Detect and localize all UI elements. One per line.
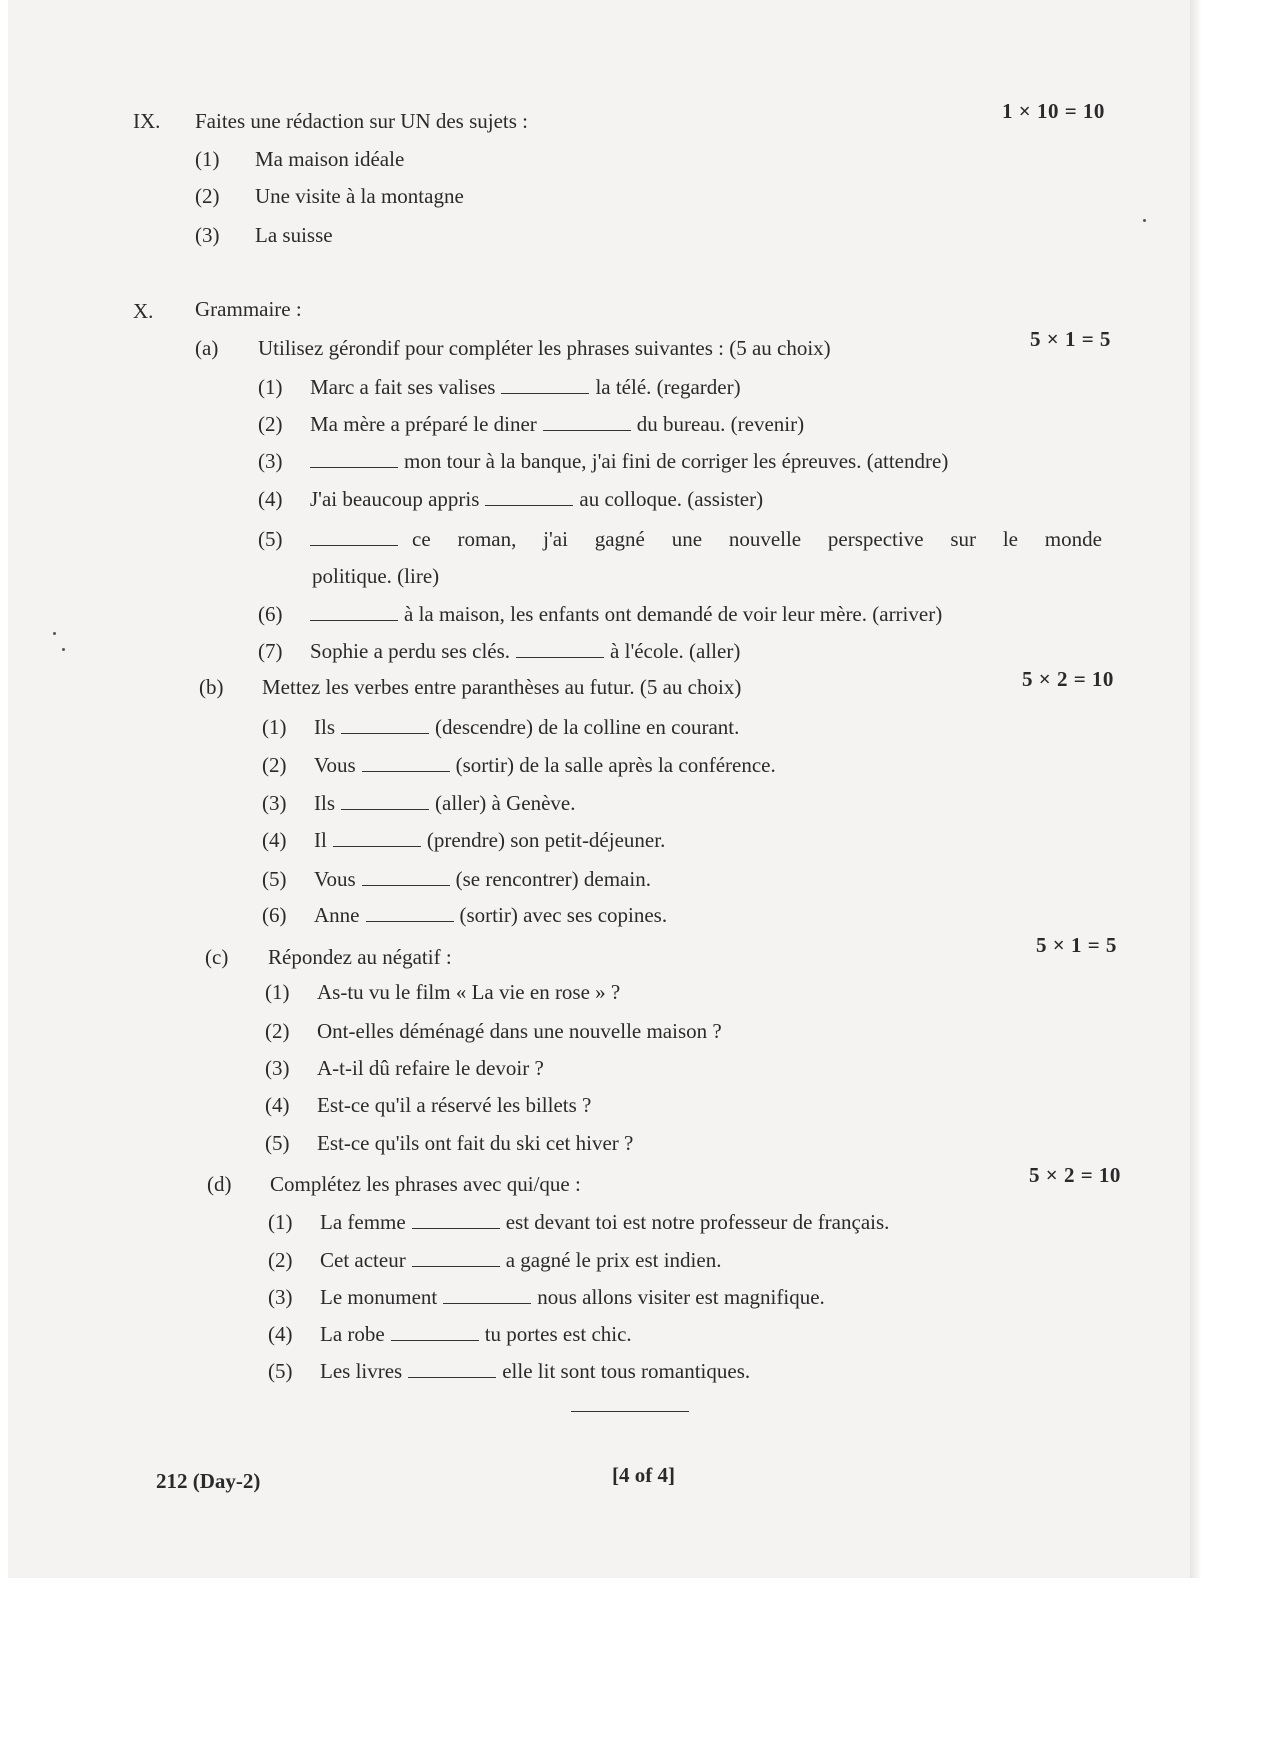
- sub-instruction: Utilisez gérondif pour compléter les phrases suivantes : (5 au choix): [258, 336, 831, 360]
- item-text-before: La femme: [320, 1210, 406, 1234]
- q10-title: Grammaire :: [195, 297, 302, 321]
- item-text-before: Sophie a perdu ses clés.: [310, 639, 511, 663]
- item-text-after: mon tour à la banque, j'ai fini de corriger les épreuves. (attendre): [404, 449, 949, 473]
- item-text-after: elle lit sont tous romantiques.: [502, 1359, 751, 1383]
- answer-blank[interactable]: [366, 903, 454, 922]
- item-number: (3): [265, 1056, 290, 1080]
- item-number: (1): [258, 375, 283, 399]
- item-number: (4): [262, 828, 287, 852]
- q9-topic: [195, 183, 464, 209]
- item-justified-line: [412, 526, 1102, 552]
- item-number: (5): [265, 1131, 290, 1155]
- list-item: [262, 827, 665, 853]
- item-text: Est-ce qu'il a réservé les billets ?: [317, 1093, 592, 1117]
- item-text-before: Vous: [314, 753, 356, 777]
- topic-text: Ma maison idéale: [255, 147, 405, 171]
- item-number: (4): [268, 1322, 293, 1346]
- list-item: [258, 486, 763, 512]
- answer-blank[interactable]: [443, 1285, 531, 1304]
- item-text-after: (se rencontrer) demain.: [455, 867, 651, 891]
- sub-letter: (a): [195, 336, 219, 360]
- item-number: (4): [258, 487, 283, 511]
- item-number: (6): [258, 602, 283, 626]
- item-text-before: Il: [314, 828, 327, 852]
- item-text: Ont-elles déménagé dans une nouvelle maison ?: [317, 1019, 722, 1043]
- q10a-marks: 5 × 1 = 5: [1030, 327, 1111, 351]
- item-text-before: Vous: [314, 867, 356, 891]
- answer-blank[interactable]: [333, 828, 421, 847]
- item-text-before: Ils: [314, 715, 335, 739]
- item-text-before: J'ai beaucoup appris: [310, 487, 480, 511]
- item-text-after: du bureau. (revenir): [636, 412, 805, 436]
- answer-blank[interactable]: [516, 639, 604, 658]
- word: gagné: [594, 527, 645, 551]
- item-number: (1): [262, 715, 287, 739]
- list-item: [262, 714, 739, 740]
- list-item: [268, 1321, 632, 1347]
- item-text-before: Les livres: [320, 1359, 403, 1383]
- item-text-after: est devant toi est notre professeur de français.: [505, 1210, 890, 1234]
- word: monde: [1044, 527, 1102, 551]
- item-text-after: à la maison, les enfants ont demandé de voir leur mère. (arriver): [404, 602, 943, 626]
- word: roman,: [457, 527, 517, 551]
- item-continuation: politique. (lire): [312, 564, 440, 588]
- item-text-before: La robe: [320, 1322, 385, 1346]
- list-item: [258, 411, 804, 437]
- item-text-after: (aller) à Genève.: [435, 791, 576, 815]
- item-text-after: à l'école. (aller): [610, 639, 741, 663]
- word: j'ai: [543, 527, 568, 551]
- list-item: [265, 1018, 722, 1044]
- item-number: (5): [262, 867, 287, 891]
- item-text-before: Ma mère a préparé le diner: [310, 412, 537, 436]
- answer-blank[interactable]: [310, 449, 398, 468]
- list-item: [265, 1130, 633, 1156]
- word: le: [1002, 527, 1018, 551]
- item-text-before: Marc a fait ses valises: [310, 375, 496, 399]
- list-item: [258, 448, 948, 474]
- item-number: (2): [265, 1019, 290, 1043]
- list-item: [268, 1209, 889, 1235]
- list-item: [268, 1247, 721, 1273]
- q9-marks: 1 × 10 = 10: [1002, 99, 1105, 123]
- item-text-after: (descendre) de la colline en courant.: [435, 715, 740, 739]
- list-item: [262, 790, 576, 816]
- list-item: [265, 1055, 544, 1081]
- item-text-before: Le monument: [320, 1285, 438, 1309]
- sub-instruction: Répondez au négatif :: [268, 945, 452, 969]
- topic-text: Une visite à la montagne: [255, 184, 464, 208]
- q9-topic: [195, 146, 404, 172]
- item-text-after: au colloque. (assister): [579, 487, 764, 511]
- list-item: [268, 1358, 750, 1384]
- item-number: (3): [262, 791, 287, 815]
- q10d-heading: [207, 1171, 581, 1197]
- item-text-before: Cet acteur: [320, 1248, 406, 1272]
- answer-blank[interactable]: [362, 867, 450, 886]
- answer-blank[interactable]: [391, 1322, 479, 1341]
- list-item: [262, 866, 651, 892]
- item-number: (2): [268, 1248, 293, 1272]
- item-text-after: (sortir) avec ses copines.: [459, 903, 668, 927]
- item-number: (2): [262, 753, 287, 777]
- item-text-before: Anne: [314, 903, 360, 927]
- item-number: (1): [268, 1210, 293, 1234]
- answer-blank[interactable]: [408, 1359, 496, 1378]
- sub-letter: (d): [207, 1172, 232, 1196]
- scan-speck: [53, 632, 56, 635]
- answer-blank[interactable]: [362, 753, 450, 772]
- q10b-heading: [199, 674, 741, 700]
- topic-number: (1): [195, 147, 220, 171]
- q9-title: Faites une rédaction sur UN des sujets :: [195, 109, 529, 133]
- item-text: As-tu vu le film « La vie en rose » ?: [317, 980, 621, 1004]
- q10-number: X.: [133, 299, 154, 323]
- topic-number: (2): [195, 184, 220, 208]
- answer-blank[interactable]: [501, 375, 589, 394]
- answer-blank[interactable]: [543, 412, 631, 431]
- item-text-after: la télé. (regarder): [595, 375, 741, 399]
- answer-blank[interactable]: [485, 487, 573, 506]
- item-text-after: a gagné le prix est indien.: [505, 1248, 722, 1272]
- paper-code: 212 (Day-2): [156, 1469, 261, 1493]
- list-item: [262, 902, 667, 928]
- scan-speck: [1143, 219, 1146, 222]
- item-number: (7): [258, 639, 283, 663]
- item-text: Est-ce qu'ils ont fait du ski cet hiver ?: [317, 1131, 634, 1155]
- q10c-heading: [205, 944, 452, 970]
- q10a-heading: [195, 335, 831, 361]
- list-item: [258, 526, 1102, 552]
- word: perspective: [827, 527, 924, 551]
- list-item: [258, 638, 740, 664]
- q9-topic: [195, 222, 333, 248]
- answer-blank[interactable]: [412, 1210, 500, 1229]
- q10d-marks: 5 × 2 = 10: [1029, 1163, 1121, 1187]
- list-item: [258, 601, 942, 627]
- list-item: [268, 1284, 825, 1310]
- word: nouvelle: [728, 527, 802, 551]
- list-item: [265, 1092, 591, 1118]
- sub-instruction: Mettez les verbes entre paranthèses au futur. (5 au choix): [262, 675, 742, 699]
- topic-number: (3): [195, 223, 220, 247]
- answer-blank[interactable]: [310, 527, 398, 546]
- answer-blank[interactable]: [341, 791, 429, 810]
- topic-text: La suisse: [255, 223, 333, 247]
- item-number: (4): [265, 1093, 290, 1117]
- item-number: (5): [258, 527, 283, 551]
- q10b-marks: 5 × 2 = 10: [1022, 667, 1114, 691]
- item-text-after: (prendre) son petit-déjeuner.: [426, 828, 666, 852]
- item-number: (5): [268, 1359, 293, 1383]
- item-text: A-t-il dû refaire le devoir ?: [317, 1056, 544, 1080]
- item-text-after: (sortir) de la salle après la conférence.: [455, 753, 776, 777]
- list-item: [258, 374, 741, 400]
- answer-blank[interactable]: [412, 1248, 500, 1267]
- answer-blank[interactable]: [341, 715, 429, 734]
- sub-letter: (b): [199, 675, 224, 699]
- item-number: (6): [262, 903, 287, 927]
- q9-number: IX.: [133, 109, 161, 133]
- list-item: [262, 752, 776, 778]
- item-number: (3): [258, 449, 283, 473]
- list-item: [265, 979, 620, 1005]
- item-text-after: tu portes est chic.: [484, 1322, 632, 1346]
- item-number: (3): [268, 1285, 293, 1309]
- page-indicator: [4 of 4]: [612, 1463, 675, 1487]
- word: sur: [950, 527, 977, 551]
- item-number: (1): [265, 980, 290, 1004]
- word: une: [671, 527, 703, 551]
- end-rule: [571, 1411, 689, 1412]
- item-text-before: Ils: [314, 791, 335, 815]
- item-text-after: nous allons visiter est magnifique.: [537, 1285, 825, 1309]
- answer-blank[interactable]: [310, 602, 398, 621]
- sub-letter: (c): [205, 945, 229, 969]
- word: ce: [412, 527, 431, 551]
- q10c-marks: 5 × 1 = 5: [1036, 933, 1117, 957]
- item-number: (2): [258, 412, 283, 436]
- sub-instruction: Complétez les phrases avec qui/que :: [270, 1172, 581, 1196]
- scan-speck: [62, 648, 65, 651]
